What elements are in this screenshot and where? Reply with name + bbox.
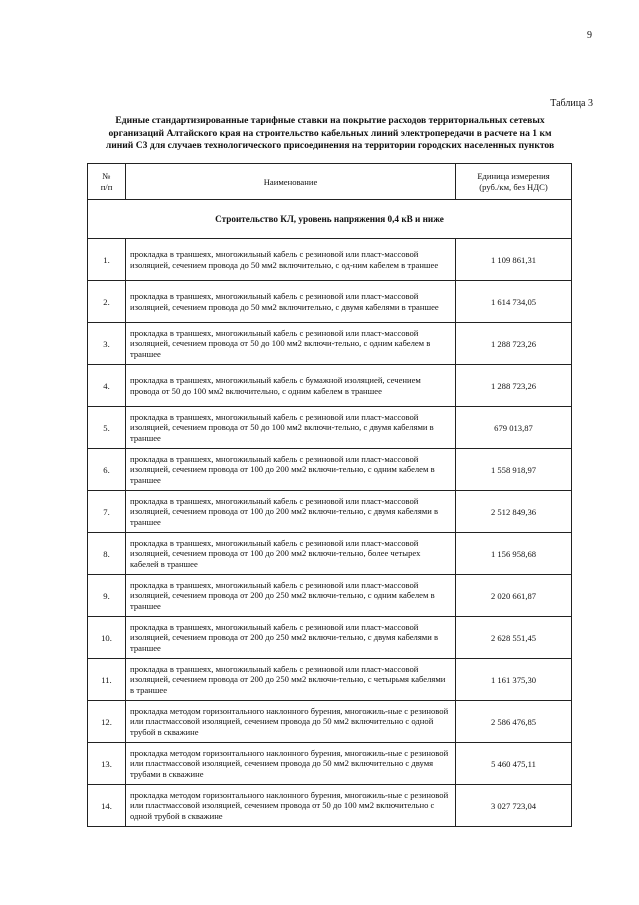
row-name: прокладка в траншеях, многожильный кабель с резиновой или пласт-массовой изоляцией, сечением провода от 100 до 200 мм2 включи-тельно, более четырех кабелей в траншее	[126, 533, 456, 575]
row-number: 10.	[88, 617, 126, 659]
row-value: 1 161 375,30	[456, 659, 572, 701]
row-name: прокладка в траншеях, многожильный кабель с резиновой или пласт-массовой изоляцией, сечением провода от 200 до 250 мм2 включи-тельно, с одним кабелем в траншее	[126, 575, 456, 617]
row-number: 8.	[88, 533, 126, 575]
table-row	[88, 533, 572, 575]
section-title: Строительство КЛ, уровень напряжения 0,4 кВ и ниже	[88, 200, 572, 239]
table-header-row	[88, 164, 572, 200]
row-name: прокладка в траншеях, многожильный кабель с резиновой или пласт-массовой изоляцией, сечением провода от 200 до 250 мм2 включи-тельно, с двумя кабелями в траншее	[126, 617, 456, 659]
table-row	[88, 785, 572, 827]
row-name: прокладка методом горизонтального наклонного бурения, многожиль-ные с резиновой или пластмассовой изоляцией, сечением провода до 50 мм2 включительно с одной трубой в скважине	[126, 701, 456, 743]
row-name: прокладка методом горизонтального наклонного бурения, многожиль-ные с резиновой или пластмассовой изоляцией, сечением провода до 50 мм2 включительно с двумя трубами в скважине	[126, 743, 456, 785]
row-number: 14.	[88, 785, 126, 827]
row-number: 13.	[88, 743, 126, 785]
header-number-line1: №	[102, 170, 111, 181]
table-row	[88, 575, 572, 617]
row-name: прокладка в траншеях, многожильный кабель с резиновой или пласт-массовой изоляцией, сечением провода от 50 до 100 мм2 включи-тельно, с одним кабелем в траншее	[126, 323, 456, 365]
row-number: 9.	[88, 575, 126, 617]
table-row	[88, 491, 572, 533]
row-value: 3 027 723,04	[456, 785, 572, 827]
row-name: прокладка в траншеях, многожильный кабель с резиновой или пласт-массовой изоляцией, сечением провода до 50 мм2 включительно, с двумя кабелями в траншее	[126, 281, 456, 323]
table-row	[88, 239, 572, 281]
row-value: 1 109 861,31	[456, 239, 572, 281]
table-row	[88, 659, 572, 701]
row-number: 12.	[88, 701, 126, 743]
row-number: 3.	[88, 323, 126, 365]
row-number: 6.	[88, 449, 126, 491]
section-row	[88, 200, 572, 239]
row-name: прокладка в траншеях, многожильный кабель с резиновой или пласт-массовой изоляцией, сечением провода от 100 до 200 мм2 включи-тельно, с двумя кабелями в траншее	[126, 491, 456, 533]
row-name: прокладка в траншеях, многожильный кабель с резиновой или пласт-массовой изоляцией, сечением провода от 100 до 200 мм2 включи-тельно, с одним кабелем в траншее	[126, 449, 456, 491]
row-name: прокладка в траншеях, многожильный кабель с резиновой или пласт-массовой изоляцией, сечением провода от 50 до 100 мм2 включи-тельно, с двумя кабелями в траншее	[126, 407, 456, 449]
document-title: Единые стандартизированные тарифные ставки на покрытие расходов территориальных сетевых организаций Алтайского края на строительство кабельных линий электропередачи в расчете на 1 км линий С3 для случаев технологического присоединения на территории городских населенных пунктов	[105, 115, 555, 151]
row-value: 1 558 918,97	[456, 449, 572, 491]
row-value: 2 512 849,36	[456, 491, 572, 533]
row-value: 5 460 475,11	[456, 743, 572, 785]
row-number: 4.	[88, 365, 126, 407]
row-value: 1 614 734,05	[456, 281, 572, 323]
header-number	[88, 164, 126, 200]
row-number: 2.	[88, 281, 126, 323]
row-name: прокладка в траншеях, многожильный кабель с бумажной изоляцией, сечением провода от 50 до 100 мм2 включительно, с одним кабелем в траншее	[126, 365, 456, 407]
table-row	[88, 365, 572, 407]
table-row	[88, 617, 572, 659]
table-row	[88, 407, 572, 449]
header-unit	[456, 164, 572, 200]
row-value: 2 628 551,45	[456, 617, 572, 659]
page-number: 9	[587, 30, 592, 41]
row-name: прокладка методом горизонтального наклонного бурения, многожиль-ные с резиновой или пластмассовой изоляцией, сечением провода от 50 до 100 мм2 включительно с одной трубой в скважине	[126, 785, 456, 827]
row-value: 2 020 661,87	[456, 575, 572, 617]
table-row	[88, 449, 572, 491]
table-row	[88, 323, 572, 365]
row-value: 1 288 723,26	[456, 365, 572, 407]
table-row	[88, 701, 572, 743]
row-number: 7.	[88, 491, 126, 533]
header-unit-line1: Единица измерения	[477, 170, 550, 181]
row-number: 5.	[88, 407, 126, 449]
row-number: 1.	[88, 239, 126, 281]
table-label: Таблица 3	[550, 98, 593, 109]
row-number: 11.	[88, 659, 126, 701]
tariff-table	[87, 163, 572, 827]
row-name: прокладка в траншеях, многожильный кабель с резиновой или пласт-массовой изоляцией, сечением провода до 50 мм2 включительно, с од-ним кабелем в траншее	[126, 239, 456, 281]
table-body	[88, 200, 572, 827]
row-value: 1 156 958,68	[456, 533, 572, 575]
row-value: 2 586 476,85	[456, 701, 572, 743]
table-row	[88, 743, 572, 785]
row-value: 1 288 723,26	[456, 323, 572, 365]
row-name: прокладка в траншеях, многожильный кабель с резиновой или пласт-массовой изоляцией, сечением провода от 200 до 250 мм2 включи-тельно, с четырьмя кабелями в траншее	[126, 659, 456, 701]
header-number-line2: п/п	[100, 181, 113, 192]
table-row	[88, 281, 572, 323]
header-name: Наименование	[126, 164, 456, 200]
header-unit-line2: (руб./км, без НДС)	[479, 181, 548, 192]
row-value: 679 013,87	[456, 407, 572, 449]
